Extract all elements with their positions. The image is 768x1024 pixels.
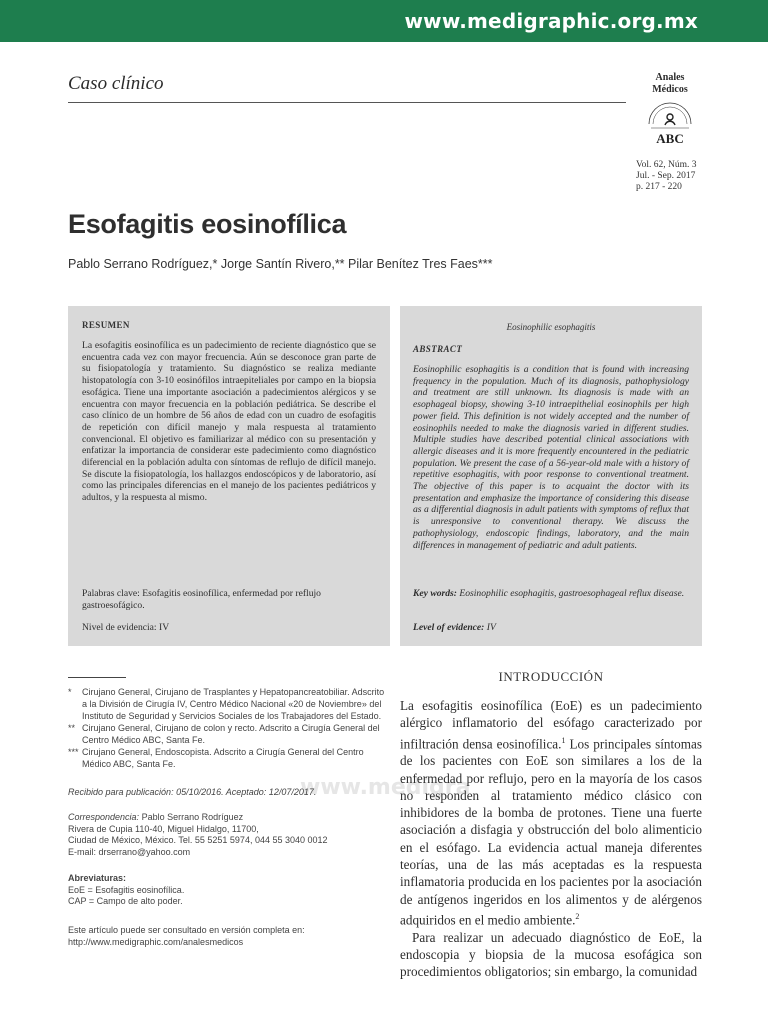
intro-paragraph: Para realizar un adecuado diagnóstico de EoE, la endoscopia y biopsia de la mucosa esofágica son procedimientos obligatorios; sin embargo, la comunidad bbox=[400, 929, 702, 980]
online-note bbox=[68, 925, 390, 948]
correspondence-email[interactable]: E-mail: drserrano@yahoo.com bbox=[68, 846, 191, 857]
reference-marker[interactable]: 1 bbox=[561, 735, 566, 745]
watermark: www.medigra bbox=[300, 775, 471, 800]
english-title: Eosinophilic esophagitis bbox=[506, 322, 596, 332]
resumen-body: La esofagitis eosinofílica es un padecimiento de reciente diagnóstico que se encuentra cada vez con mayor frecuencia. Aún se desconoce gran parte de su fisiopatología y tratamiento. Su diagnóstico se realiza mediante histopatología con 3-10 eosinófilos intraepiteliales por campo en la biopsia esofágica. Tiene una importante asociación a padecimientos alérgicos y se encuentra con mayor frecuencia en la población pediátrica. Se describe el caso clínico de un hombre de 56 años de edad con un cuadro de esofagitis de repetición con difícil manejo y mala respuesta al tratamiento convencional. El objetivo es familiarizar al médico con su presentación y enfatizar la importancia de considerar este padecimiento como diagnóstico diferencial en la población adulta con síntomas de reflujo de difícil manejo. Se discute la fisiopatología, los hallazgos endoscópicos y de laboratorio, así como las principales diferencias en el manejo de los pacientes pediátricos y adultos, y la respuesta al mismo. bbox=[82, 340, 376, 504]
journal-masthead bbox=[630, 72, 710, 153]
abbreviations-label: Abreviaturas: bbox=[68, 873, 127, 883]
footnote-mark: ** bbox=[68, 723, 76, 733]
keywords-text: Eosinophilic esophagitis, gastroesophageal reflux disease. bbox=[459, 588, 685, 599]
site-banner bbox=[0, 0, 768, 42]
received-dates: Recibido para publicación: 05/10/2016. Aceptado: 12/07/2017. bbox=[68, 787, 317, 797]
correspondence-address: Rivera de Cupia 110-40, Miguel Hidalgo, 11700, bbox=[68, 823, 259, 834]
header-divider bbox=[68, 102, 626, 103]
abbreviation-item: EoE = Esofagitis eosinofílica. bbox=[68, 884, 185, 895]
evidence-label: Nivel de evidencia: bbox=[82, 622, 157, 633]
footnote-item bbox=[68, 746, 390, 770]
keywords-text: Esofagitis eosinofílica, enfermedad por reflujo gastroesofágico. bbox=[82, 588, 321, 611]
section-label: Caso clínico bbox=[68, 73, 164, 94]
correspondence bbox=[68, 812, 390, 858]
keywords-label: Key words: bbox=[413, 588, 457, 599]
footnote-divider bbox=[68, 677, 126, 678]
abstract-heading: ABSTRACT bbox=[413, 344, 463, 354]
correspondence-label: Correspondencia: bbox=[68, 812, 140, 822]
online-note-link[interactable]: http://www.medigraphic.com/analesmedicos bbox=[68, 936, 244, 947]
abbreviation-item: CAP = Campo de alto poder. bbox=[68, 896, 183, 907]
reference-marker[interactable]: 2 bbox=[575, 911, 580, 921]
issue-info bbox=[636, 160, 697, 193]
footnote-mark: * bbox=[68, 687, 72, 697]
resumen-evidence bbox=[82, 622, 169, 633]
footnote-item bbox=[68, 686, 390, 722]
abstract-body: Eosinophilic esophagitis is a condition that is found with increasing frequency in the population. Much of its diagnosis, pathophysiology and treatment are still unknown. Its diagnosis is made with an esophageal biopsy, showing 3-10 intraepithelial eosinophils per high power field. This definition is not widely accepted and the number of eosinophils needed to make the diagnosis varied in different studies. Multiple studies have described potential clinical associations with allergic diseases and it is more frequently encountered in the pediatric population. We present the case of a 56-year-old male with a history of repetitive esophagitis, with poor response to conventional treatment. The objective of this paper is to acquaint the doctor with its presentation and emphasize the importance of considering this disease as a differential diagnosis in adult patients with symptoms of reflux that is unresponsive to conventional therapy. We discuss the pathophysiology, endoscopic findings, laboratory, and the main differences in management of pediatric and adult patients. bbox=[413, 364, 689, 551]
intro-body bbox=[400, 697, 702, 981]
journal-name-line1: Anales bbox=[655, 72, 685, 83]
online-note-text: Este artículo puede ser consultado en versión completa en: bbox=[68, 925, 305, 935]
correspondence-city: Ciudad de México, México. Tel. 55 5251 5974, 044 55 3040 0012 bbox=[68, 835, 328, 846]
journal-name-line2: Médicos bbox=[652, 84, 688, 95]
correspondence-name: Pablo Serrano Rodríguez bbox=[141, 812, 244, 822]
evidence-label: Level of evidence: bbox=[413, 622, 485, 633]
abstract-box bbox=[400, 306, 702, 646]
footnote-item bbox=[68, 722, 390, 746]
abbreviations bbox=[68, 873, 390, 908]
intro-heading: INTRODUCCIÓN bbox=[498, 669, 604, 684]
issue-volume: Vol. 62, Núm. 3 bbox=[636, 160, 697, 170]
issue-date: Jul. - Sep. 2017 bbox=[636, 171, 696, 181]
affiliations bbox=[68, 686, 390, 770]
evidence-level: IV bbox=[486, 622, 496, 633]
article-authors: Pablo Serrano Rodríguez,* Jorge Santín Rivero,** Pilar Benítez Tres Faes*** bbox=[68, 257, 493, 271]
resumen-heading: RESUMEN bbox=[82, 320, 130, 330]
footnote-text: Cirujano General, Cirujano de Trasplantes y Hepatopancreatobiliar. Adscrito a la División de Cirugía IV, Centro Médico Nacional «20 de Noviembre» del Instituto de Seguridad y Servicios Sociales de los Trabajadores del Estado. bbox=[82, 687, 385, 721]
keywords-label: Palabras clave: bbox=[82, 588, 140, 599]
abc-logo-icon bbox=[639, 98, 701, 148]
footnote-text: Cirujano General, Cirujano de colon y recto. Adscrito a Cirugía General del Centro Médico ABC, Santa Fe. bbox=[82, 723, 380, 745]
abstract-evidence bbox=[413, 622, 496, 633]
evidence-level: IV bbox=[159, 622, 170, 633]
article-title: Esofagitis eosinofílica bbox=[68, 209, 347, 239]
issue-pages: p. 217 - 220 bbox=[636, 182, 682, 192]
intro-paragraph: La esofagitis eosinofílica (EoE) es un padecimiento alérgico inflamatorio del esófago caracterizado por infiltración densa eosinofílica.$^1$ Los principales síntomas de los pacientes con EoE son similares a los de la enfermedad por reflujo, pero en la mayoría de los casos no responden al tratamiento médico clásico con inhibidores de la bomba de protones. Tiene una fuerte asociación a disfagia y obstrucción del bolo alimenticio en el esófago. La evidencia actual maneja diferentes teorías, una de las más aceptadas es la respuesta inflamatoria producida en los pacientes por la asociación de antígenos ingeridos en los alimentos y de alérgenos adquiridos en el medio ambiente.$^2$ bbox=[400, 698, 702, 928]
resumen-keywords bbox=[82, 588, 376, 611]
logo-abbrev: ABC bbox=[656, 131, 684, 146]
footnote-mark: *** bbox=[68, 747, 79, 757]
abstract-keywords bbox=[413, 588, 689, 600]
site-url[interactable]: www.medigraphic.org.mx bbox=[404, 9, 698, 33]
footnote-text: Cirujano General, Endoscopista. Adscrito a Cirugía General del Centro Médico ABC, Santa Fe. bbox=[82, 747, 364, 769]
resumen-box bbox=[68, 306, 390, 646]
